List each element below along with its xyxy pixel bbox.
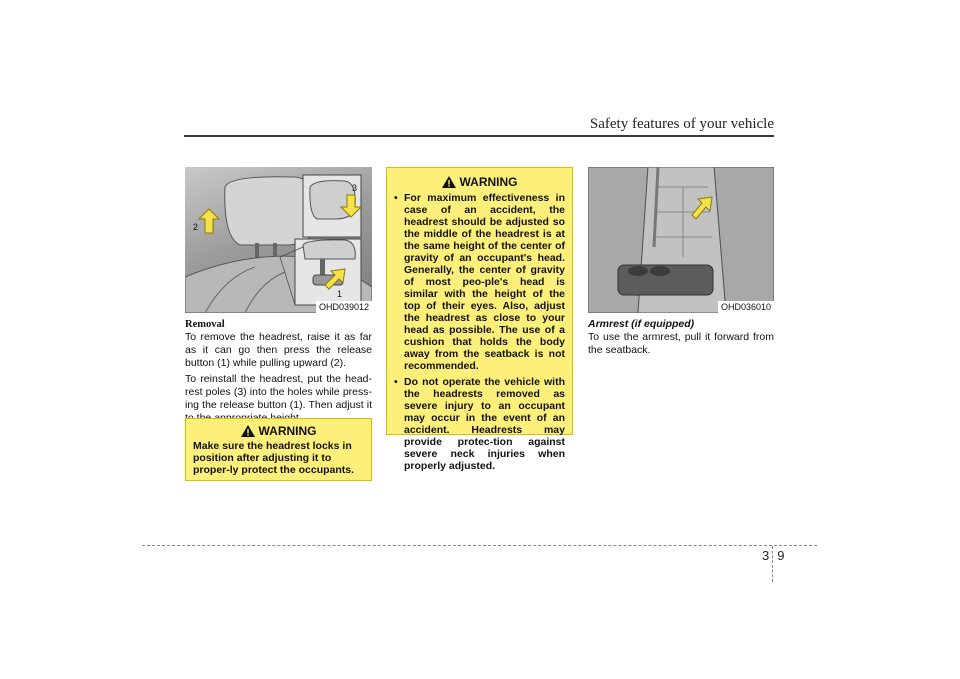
warning-title-row — [394, 176, 565, 188]
warning-title: WARNING — [258, 424, 317, 438]
removal-section — [185, 318, 372, 428]
warning-item-do-not-operate: • Do not operate the vehicle with the headrests removed as severe injury to an occupant may occur in the event of an accident. Headrests may provide protec-tion against severe neck injuries when properly adjusted. — [394, 376, 565, 472]
warning-box-headrest-lock — [185, 418, 372, 481]
headrest-label-3: 3 — [352, 183, 358, 193]
warning-item-effectiveness: • For maximum effectiveness in case of an accident, the headrest should be adjusted so the middle of the headrest is at the same height of the center of gravity of an occupant's head. Generally, the center of gravity of most peo-ple's head is similar with the height of the top of their eyes. Also, adjust the headrest as close to your head as possible. The use of a cushion that holds the body away from the seatback is not recommended. — [394, 192, 565, 372]
removal-heading: Removal — [185, 319, 225, 330]
armrest-illustration — [588, 167, 774, 313]
footer-rule — [142, 545, 817, 546]
headrest-figure-code: OHD039012 — [316, 301, 372, 313]
page-number-value: 9 — [777, 548, 785, 563]
headrest-label-1: 1 — [337, 289, 343, 299]
warning-box-headrest-adjust — [386, 167, 573, 472]
header-rule — [184, 135, 774, 137]
removal-paragraph-2: To reinstall the headrest, put the head-rest poles (3) into the holes while press-ing the release button (1). Then adjust it — [185, 373, 372, 411]
warning-list — [394, 192, 565, 472]
headrest-figure — [185, 167, 372, 313]
armrest-figure — [588, 167, 774, 313]
warning-title: WARNING — [459, 175, 518, 189]
warning-text: Make sure the headrest locks in position after adjusting it to proper-ly protect the occupants. — [193, 440, 355, 476]
armrest-section — [588, 318, 774, 360]
warning-title-row — [193, 425, 364, 437]
headrest-illustration — [185, 167, 372, 313]
warning-triangle-icon — [241, 425, 255, 437]
armrest-paragraph: To use the armrest, pull it forward from the seatback. — [588, 331, 774, 356]
page-number — [762, 548, 784, 563]
armrest-heading: Armrest (if equipped) — [588, 318, 695, 330]
armrest-figure-code: OHD036010 — [718, 301, 774, 313]
removal-paragraph-1: To remove the headrest, raise it as far as it can go then press the release button (1) while pulling upward (2). — [185, 331, 372, 369]
headrest-label-2: 2 — [193, 222, 199, 232]
warning-triangle-icon — [442, 176, 456, 188]
page-header-title: Safety features of your vehicle — [589, 116, 774, 132]
chapter-number: 3 — [762, 548, 770, 563]
